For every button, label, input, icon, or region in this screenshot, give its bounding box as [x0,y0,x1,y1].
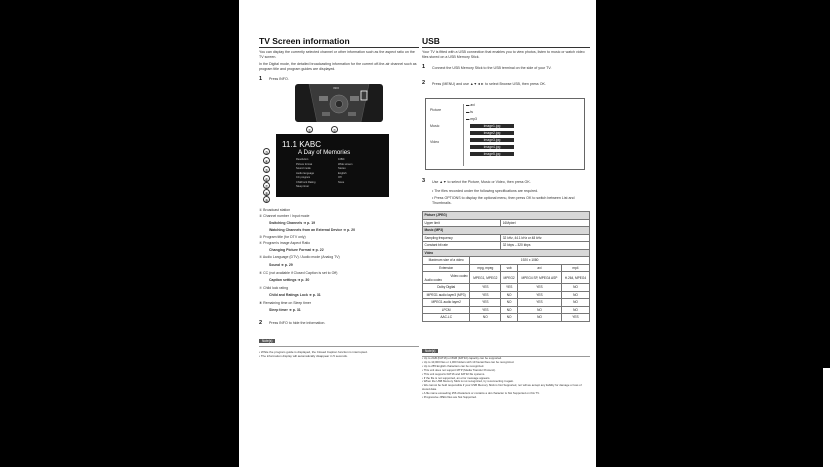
note-item: • We cannot be held responsible if your USB Memory Stick is Not Supported, nor will we accept any liability for damage or loss of stored data. [422,383,582,392]
marker-7: ⑦ [264,184,269,189]
section-title-usb: USB [422,36,440,46]
step-number: 1 [422,64,426,70]
folder-icon: ▬ [466,117,470,121]
screen-info-row: CC program Off [296,176,342,179]
note-item: • When the USB Memory Stick is not recognized, try reconnecting it again. [422,379,514,384]
browser-divider [463,104,464,166]
table-row: Picture (JPEG) [423,212,590,220]
step-number: 3 [422,178,426,184]
step-text: Press INFO. [269,77,289,81]
manual-page [239,0,596,467]
legend-item: ⑧ Remaining time on Sleep timer [259,301,311,305]
bullet-item: • The files recorded under the following specifications are required. [432,189,539,193]
table-row: Video codec Audio codec MPEG1, MPEG2 MPEG2 MPEG4 SP, MPEG4 ASP H.264, MPEG4 [423,272,590,284]
usb-menu-picture[interactable]: Picture [430,108,442,112]
note-item: • Progressive JPEG files are Not Supported. [422,395,477,400]
legend-item: ⑤ Audio Language (DTV) / Audio mode (Analog TV) [259,255,340,259]
note-item: • Up to 2GB (FAT16) or 8GB (FAT32) capacity can be supported. [422,356,503,360]
usb-spec-table [422,211,590,322]
legend-item: ④ Program's image Aspect Ratio [259,241,311,245]
screen-info-row: Resolution 1080i [296,158,345,161]
usb-file-item[interactable]: Image5.jpg [470,152,514,156]
legend-item: ⑦ Child lock rating [259,286,289,290]
legend-link[interactable]: Watching Channels from an External Device ➜ p. 20 [269,228,356,232]
marker-2: ② [332,128,337,133]
usb-file-item[interactable]: Image4.jpg [470,145,514,149]
screen-program-title: A Day of Memories [298,149,351,156]
table-row: LPCM YES NO NO NO [423,306,590,314]
screen-info-row: Picture format Wide screen [296,162,353,166]
usb-file-item[interactable]: Image3.jpg [470,138,514,142]
legend-link[interactable]: Caption settings ➜ p. 30 [269,278,310,282]
note-item: • Up to 10,000 files or 1,000 folders with 19 hierarchies can be recognized. [422,359,515,364]
legend-item: ② Channel number / Input mode [259,214,310,218]
usb-menu-video[interactable]: Video [430,140,440,144]
step-text: Connect the USB Memory Stick to the USB terminal on the side of your TV. [432,66,552,70]
marker-5: ⑤ [264,168,269,173]
usb-browser-panel [425,98,585,170]
screen-info-row: Sleep timer [296,185,310,188]
screen-info-row: Child lock Rating None [296,180,345,184]
note-rule [259,346,419,347]
step-number: 1 [259,76,263,82]
tv-info-screen [276,134,389,197]
folder-icon: ▬ [466,103,470,107]
title-rule [422,47,590,48]
table-row: MPEG1 audio layer2 YES NO YES NO [423,299,590,307]
remote-illustration [295,84,383,122]
note-item: • If the file is not supported, an error message appears. [422,375,491,380]
note-item: • This unit does not support MTP (Media Transfer Protocol). [422,367,496,372]
table-row: Sampling frequency 32 kHz, 44.1 kHz or 48 kHz [423,234,590,242]
step-number: 2 [259,320,263,326]
legend-item: ③ Program title (for DTV only) [259,235,306,239]
table-row: Upper limit 16Mpixel [423,219,590,227]
usb-menu-music[interactable]: Music [430,124,440,128]
title-rule [259,47,419,48]
notes-list [422,357,590,400]
table-row: Extension mpg, mpeg vob avi mp4 [423,264,590,272]
table-row: AAC-LC NO NO NO YES [423,314,590,322]
screen-info-row: Audio language English [296,171,347,175]
marker-1: ① [307,128,312,133]
table-row: Video [423,249,590,257]
legend-item: ⑥ CC (not available if Closed Caption is set to Off) [259,271,338,275]
marker-6: ⑥ [264,177,269,182]
screen-info-row: Sound mode Stereo [296,167,346,170]
table-row: MPEG1 audio layer3 (MP3) YES NO YES NO [423,291,590,299]
section-title-tv-info: TV Screen information [259,36,350,46]
marker-4: ④ [264,159,269,164]
table-row: Music (MP3) [423,227,590,235]
legend-link[interactable]: Changing Picture Format ➜ p. 22 [269,248,324,252]
legend-link[interactable]: Switching Channels ➜ p. 19 [269,221,316,225]
marker-8: ⑧ [264,191,269,196]
note-item: • A file name exceeding 256 characters or contains a dot character is Not Supported on this TV. [422,391,540,396]
usb-intro: Your TV is fitted with a USB connection that enables you to view photos, listen to music or watch video files stored on a USB Memory Stick. [422,50,585,59]
note-item: • While the program guide is displayed, the Closed Caption function is interrupted. [259,350,368,354]
step-text: Press INFO to hide the information. [269,321,326,325]
step-text: Use ▲▼ to select the Picture, Music or Video, then press OK. [432,180,531,184]
usb-folder-item[interactable]: ▬ avi [466,103,475,107]
legend-link[interactable]: Sleep timer ➜ p. 31 [269,308,301,312]
folder-icon: ▬ [466,110,470,114]
notes-list [259,350,419,359]
usb-folder-item[interactable]: ▬ mp3 [466,117,477,121]
usb-file-item[interactable]: Image2.jpg [470,131,514,135]
scrollbar-strip[interactable] [823,368,830,467]
step-number: 2 [422,80,426,86]
note-item: • Up to 255 English characters can be recognized. [422,363,485,368]
step-text: Press (MENU) and use ▲▼◄► to select Browse USB, then press OK. [432,82,546,86]
usb-file-item[interactable]: Image1.jpg [470,124,514,128]
legend-link[interactable]: Child and Ratings Lock ➜ p. 31 [269,293,321,297]
note-item: • This unit supports FAT16 and FAT32 file systems. [422,371,486,376]
table-row: Dolby Digital YES YES YES NO [423,284,590,292]
screen-channel: 11.1 KABC [282,140,321,149]
usb-folder-item[interactable]: ▬ ts [466,110,473,114]
intro-paragraph-1: You can display the currently selected channel or other information such as the aspect ratio on the TV screen. [259,50,415,59]
note-label: Note(s) [259,339,275,343]
note-label: Note(s) [422,349,438,353]
marker-9: ⑨ [264,198,269,203]
note-item: • The information display will automatically disappear in 5 seconds. [259,354,348,359]
table-row: Constant bit rate 32 kbps – 320 kbps [423,242,590,250]
legend-link[interactable]: Sound ➜ p. 29 [269,263,293,267]
screen-info-list [296,158,386,190]
bullet-item: • Press OPTIONS to display the optional menu, then press OK to switch between List and Thumbnails. [432,196,575,205]
intro-paragraph-2: In the Digital mode, the detailed broadcasting information for the current off-the-air channel such as program title and program guides are displayed. [259,62,417,71]
table-row: Maximum size of a video 1920 x 1080 [423,257,590,265]
marker-3: ③ [264,150,269,155]
legend-item: ① Broadcast station [259,208,291,212]
remote-info-label: INFO [333,87,340,90]
